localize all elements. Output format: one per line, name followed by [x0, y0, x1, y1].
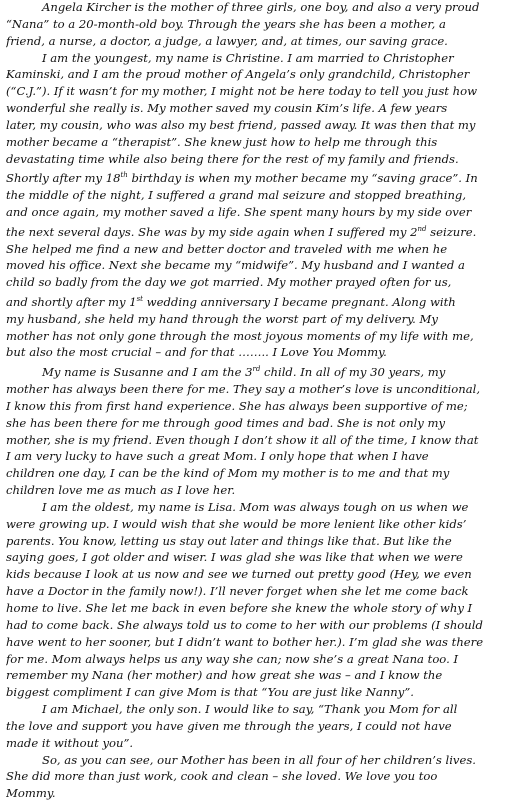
text-line: children one day, I can be the kind of Mom my mother is to me and that my [6, 466, 450, 481]
text-line: were growing up. I would wish that she would be more lenient like other kids’ [6, 516, 467, 531]
text-line: have a Doctor in the family now!). I’ll never forget when she let me come back [6, 584, 469, 599]
text-line: moved his office. Next she became my “midwife”. My husband and I wanted a [6, 258, 465, 273]
text-line: remember my Nana (her mother) and how great she was – and I know the [6, 668, 443, 683]
text-line: saying goes, I got older and wiser. I was glad she was like that when we were [6, 550, 463, 565]
text-line: children love me as much as I love her. [6, 483, 236, 498]
ordinal-suffix: th [120, 171, 128, 180]
text-line: had to come back. She always told us to come to her with our problems (I should [6, 617, 483, 632]
ordinal-suffix: nd [417, 224, 427, 233]
text-line: later, my cousin, who was also my best friend, passed away. It was then that my [6, 117, 476, 132]
text-line: She helped me find a new and better doctor and traveled with me when he [6, 241, 448, 256]
text-line: wonderful she really is. My mother saved my cousin Kim’s life. A few years [6, 101, 448, 116]
text-line: the love and support you have given me through the years, I could not have [6, 718, 452, 733]
text-line: biggest compliment I can give Mom is that “You are just like Nanny”. [6, 685, 414, 700]
text-line: made it without you”. [6, 735, 134, 750]
text-line: she has been there for me through good times and bad. She is not only my [6, 415, 446, 430]
text-line: child so badly from the day we got married. My mother prayed often for us, [6, 275, 452, 290]
text-line: Angela Kircher is the mother of three girls, one boy, and also a very proud [42, 0, 480, 14]
text-line: mother has not only gone through the most joyous moments of my life with me, [6, 328, 474, 343]
text-line: (“C.J.”). If it wasn’t for my mother, I might not be here today to tell you just how [6, 84, 478, 99]
ordinal-suffix: rd [252, 365, 261, 374]
paragraph-christine [6, 50, 514, 362]
text-line: parents. You know, letting us stay out later and things like that. But like the [6, 533, 452, 548]
text-line: I am the youngest, my name is Christine. I am married to Christopher [42, 50, 454, 65]
text-line: So, as you can see, our Mother has been in all four of her children’s lives. [42, 752, 476, 767]
paragraph-intro [6, 0, 514, 50]
text-line: Kaminski, and I am the proud mother of Angela’s only grandchild, Christopher [6, 67, 470, 82]
text-line: I am the oldest, my name is Lisa. Mom was always tough on us when we [42, 499, 469, 514]
text-line: the next several days. She was by my side again when I suffered my 2nd seizure. [6, 224, 477, 239]
paragraph-lisa [6, 499, 514, 701]
text-line: I know this from first hand experience. She has always been supportive of me; [6, 398, 468, 413]
text-line: “Nana” to a 20-month-old boy. Through the years she has been a mother, a [6, 16, 446, 31]
text-line: mother has always been there for me. They say a mother’s love is unconditional, [6, 382, 481, 396]
text-line: but also the most crucial – and for that …….. I Love You Mommy. [6, 345, 387, 360]
text-line: Shortly after my 18th birthday is when my mother became my “saving grace”. In [6, 171, 478, 186]
text-line: the middle of the night, I suffered a grand mal seizure and stopped breathing, [6, 188, 467, 203]
text-line: My name is Susanne and I am the 3rd child. In all of my 30 years, my [42, 365, 446, 380]
text-line: kids because I look at us now and see we turned out pretty good (Hey, we even [6, 567, 472, 582]
text-line: She did more than just work, cook and clean – she loved. We love you too [6, 769, 438, 784]
paragraph-susanne [6, 361, 514, 499]
text-line: and once again, my mother saved a life. She spent many hours by my side over [6, 204, 472, 219]
paragraph-closing [6, 752, 514, 802]
text-line: and shortly after my 1st wedding anniversary I became pregnant. Along with [6, 294, 456, 309]
text-line: mother became a “therapist”. She knew just how to help me through this [6, 134, 438, 149]
text-line: for me. Mom always helps us any way she can; now she’s a great Nana too. I [6, 651, 459, 666]
text-line: have went to her sooner, but I didn’t want to bother her.). I’m glad she was there [6, 634, 484, 649]
text-line: I am very lucky to have such a great Mom. I only hope that when I have [6, 449, 429, 464]
ordinal-suffix: st [136, 295, 143, 304]
text-line: mother, she is my friend. Even though I don’t show it all of the time, I know that [6, 432, 479, 447]
text-line: Mommy. [6, 786, 56, 801]
text-line: my husband, she held my hand through the worst part of my delivery. My [6, 311, 438, 326]
text-line: friend, a nurse, a doctor, a judge, a lawyer, and, at times, our saving grace. [6, 33, 448, 48]
text-line: devastating time while also being there for the rest of my family and friends. [6, 151, 459, 166]
text-line: I am Michael, the only son. I would like to say, “Thank you Mom for all [42, 702, 458, 717]
text-line: home to live. She let me back in even before she knew the whole story of why I [6, 600, 473, 615]
